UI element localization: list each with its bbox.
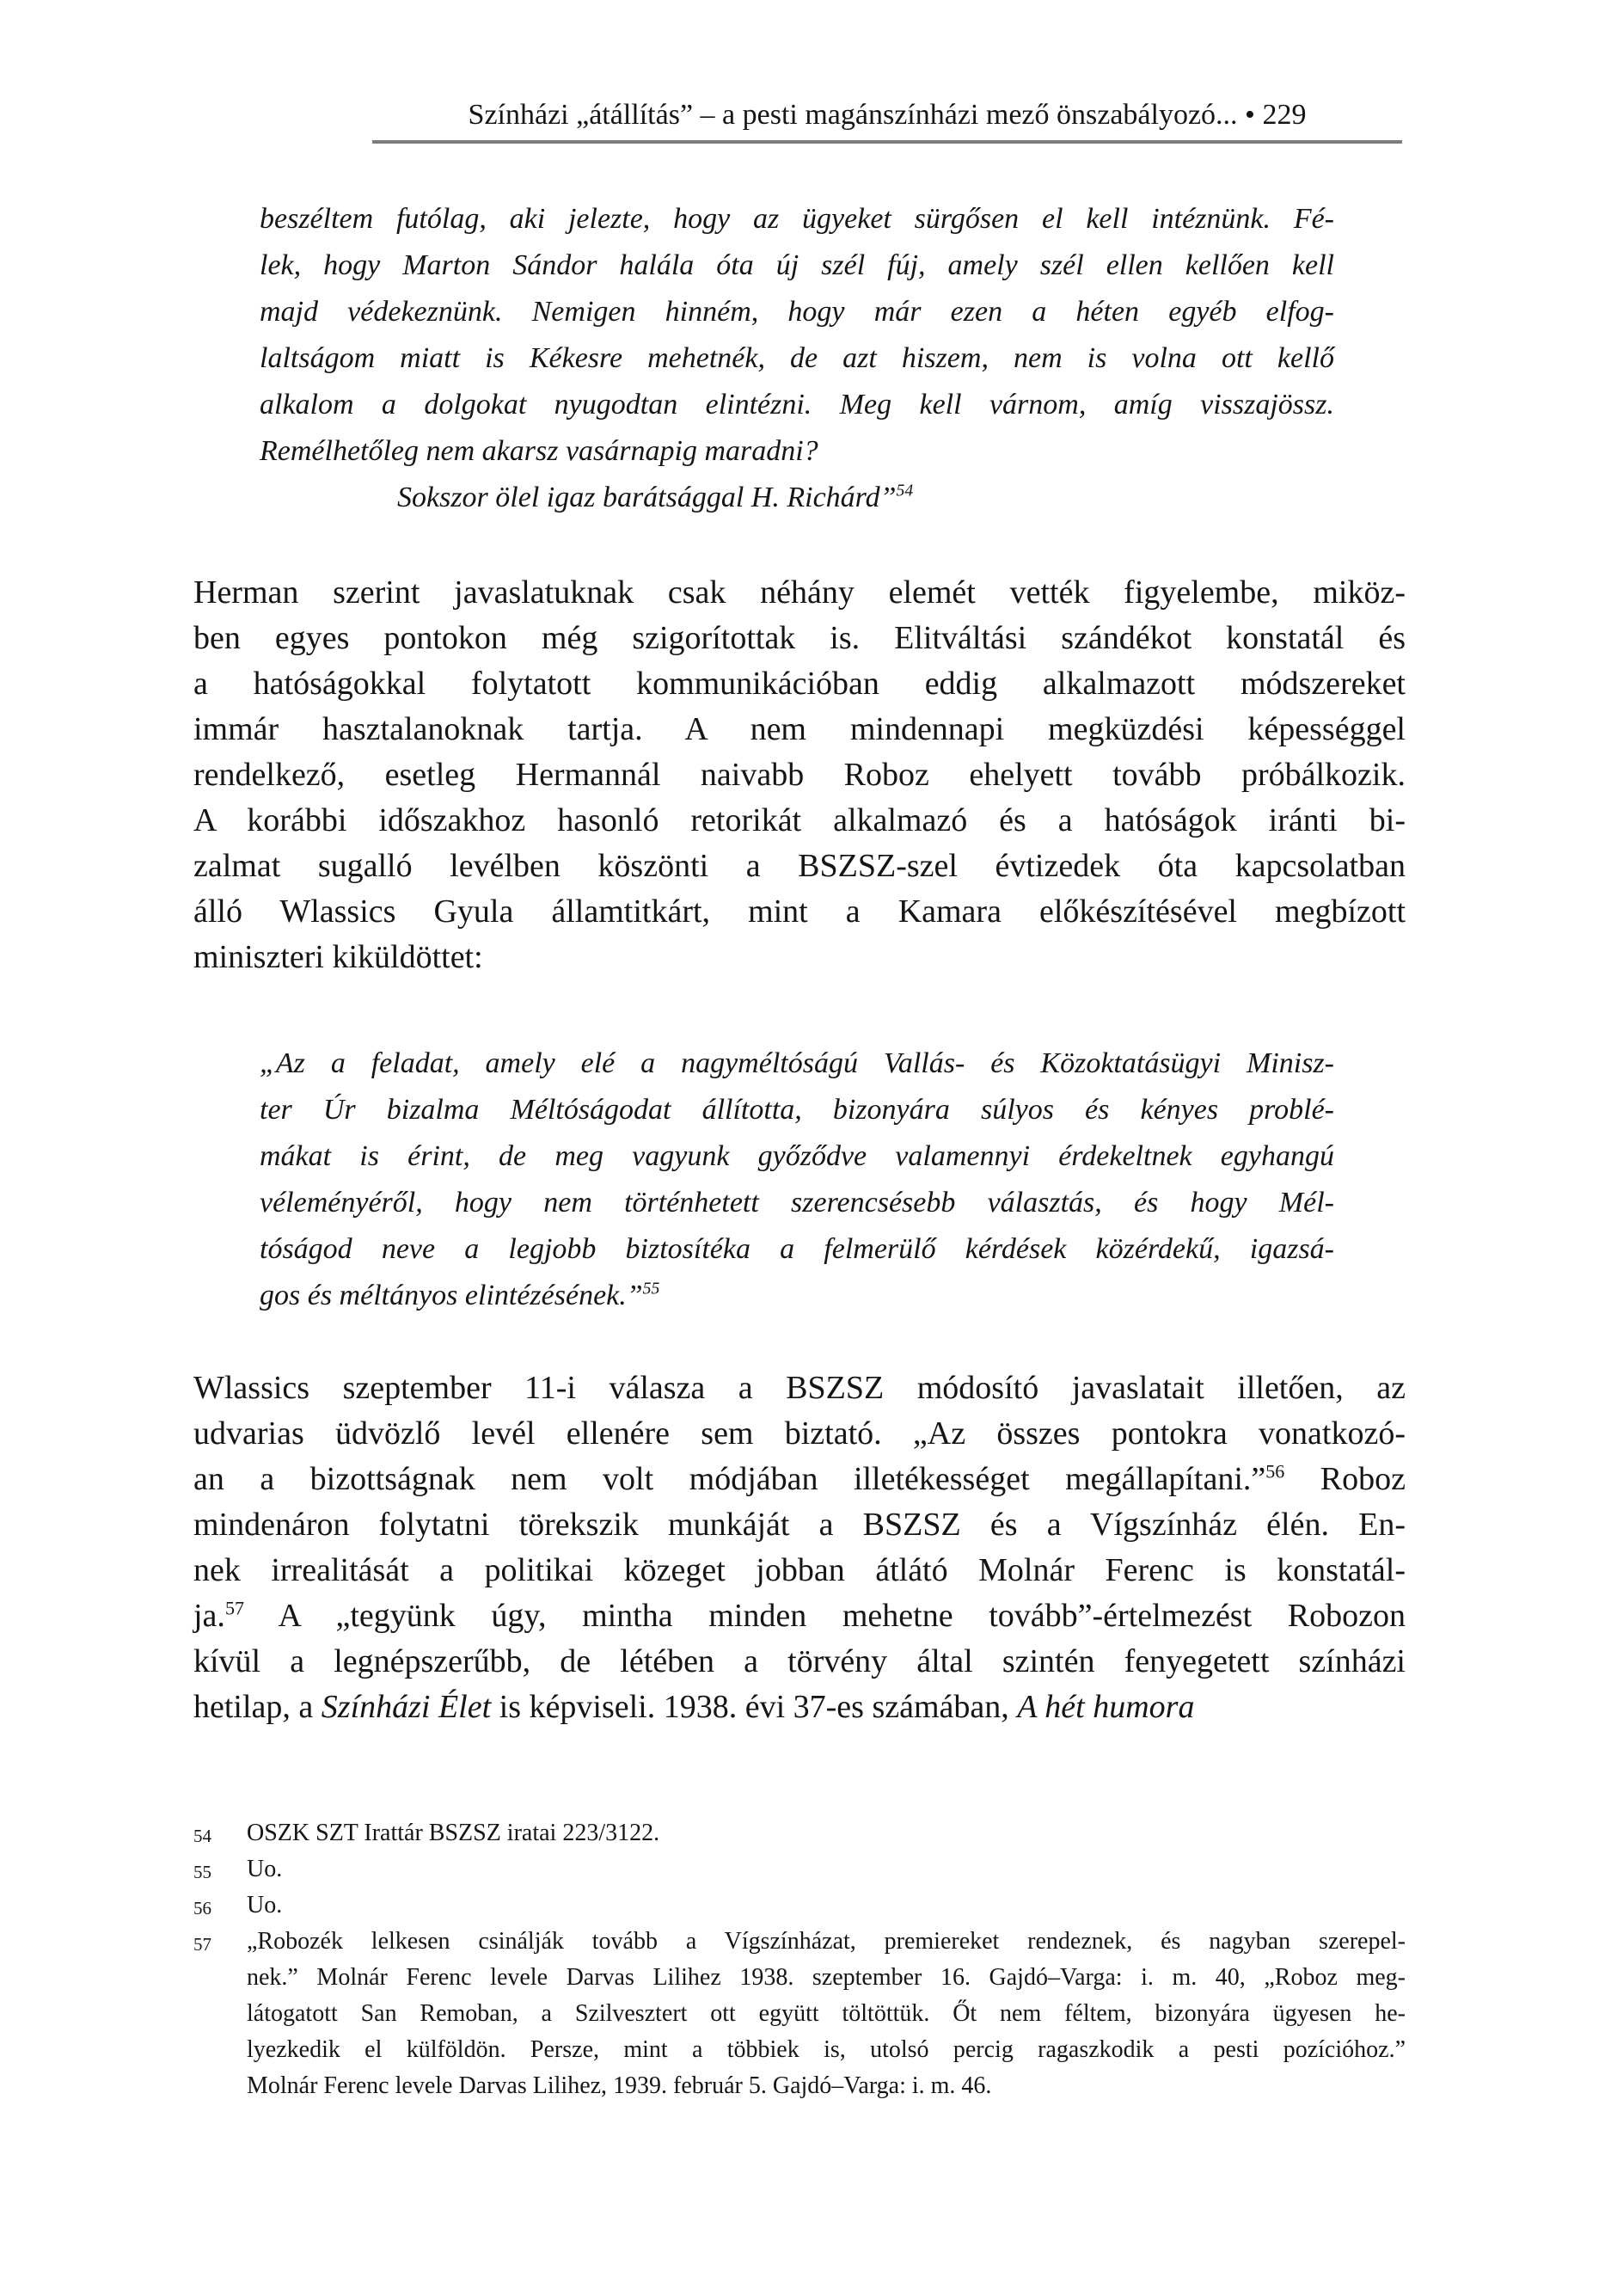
running-head-line (372, 96, 1402, 134)
text-line: hetilap, a Színházi Élet is képviseli. 1938. évi 37-es számában, A hét humora (193, 1689, 1195, 1725)
footnote-marker: 54 (193, 1826, 211, 1846)
text-line: Herman szerint javaslatuknak csak néhány elemét vették figyelembe, miköz- (193, 574, 1406, 611)
text-line: rendelkező, esetleg Hermannál naivabb Roboz ehelyett tovább próbálkozik. (193, 757, 1406, 793)
footnote-text-line: „Robozék lelkesen csinálják tovább a Vígszínházat, premiereket rendeznek, és nagyban szerepel- (247, 1928, 1406, 1955)
footnote-text-line: Uo. (247, 1892, 283, 1918)
running-head-title: Színházi „átállítás” – a pesti magánszínházi mező önszabályozó... (468, 99, 1238, 131)
text-line: majd védekeznünk. Nemigen hinném, hogy már ezen a héten egyéb elfog- (260, 296, 1334, 328)
footnote-text-line: Molnár Ferenc levele Darvas Lilihez, 1939. február 5. Gajdó–Varga: i. m. 46. (247, 2072, 992, 2099)
paragraph-herman (193, 570, 1406, 980)
footnote-text-line: nek.” Molnár Ferenc levele Darvas Lilihez 1938. szeptember 16. Gajdó–Varga: i. m. 40, „Roboz meg- (247, 1964, 1406, 1991)
footnote (193, 1851, 1406, 1888)
text-line: A korábbi időszakhoz hasonló retorikát alkalmazó és a hatóságok iránti bi- (193, 802, 1406, 838)
quote-attribution: Sokszor ölel igaz barátsággal H. Richárd”$^{54}$ (397, 481, 914, 513)
text-line: Remélhetőleg nem akarsz vasárnapig maradni? (260, 435, 818, 467)
text-line: immár hasztalanoknak tartja. A nem mindennapi megküzdési képességgel (193, 711, 1406, 747)
page-number: 229 (1262, 99, 1307, 131)
text-line: zalmat sugalló levélben köszönti a BSZSZ-szel évtizedek óta kapcsolatban (193, 848, 1406, 884)
text-line: miniszteri kiküldöttet: (193, 939, 483, 975)
footnote-text-line: Uo. (247, 1856, 283, 1882)
text-line: laltságom miatt is Kékesre mehetnék, de azt hiszem, nem is volna ott kellő (260, 342, 1334, 374)
text-line: lek, hogy Marton Sándor halála óta új szél fúj, amely szél ellen kellően kell (260, 249, 1334, 281)
text-line: véleményéről, hogy nem történhetett szerencsésebb választás, és hogy Mél- (260, 1187, 1334, 1219)
text-line: „Az a feladat, amely elé a nagyméltóságú Vallás- és Közoktatásügyi Minisz- (260, 1047, 1334, 1079)
text-line: an a bizottságnak nem volt módjában illetékességet megállapítani.”$^{56}$ Roboz (193, 1460, 1406, 1497)
text-line: ter Úr bizalma Méltóságodat állította, bizonyára súlyos és kényes problé- (260, 1094, 1334, 1126)
text-line: a hatóságokkal folytatott kommunikációban eddig alkalmazott módszereket (193, 666, 1406, 702)
text-line: alkalom a dolgokat nyugodtan elintézni. Meg kell várnom, amíg visszajössz. (260, 389, 1334, 421)
footnotes (193, 1815, 1406, 2104)
footnote (193, 1888, 1406, 1924)
text-line: beszéltem futólag, aki jelezte, hogy az ügyeket sürgősen el kell intéznünk. Fé- (260, 203, 1334, 235)
block-quote-wlassics (260, 1041, 1334, 1319)
header-bullet: • (1245, 99, 1255, 131)
text-line: tóságod neve a legjobb biztosítéka a felmerülő kérdések közérdekű, igazsá- (260, 1233, 1334, 1265)
text-line: ben egyes pontokon még szigorítottak is. Elitváltási szándékot konstatál és (193, 620, 1406, 656)
text-line: udvarias üdvözlő levél ellenére sem biztató. „Az összes pontokra vonatkozó- (193, 1415, 1406, 1452)
text-line: Wlassics szeptember 11-i válasza a BSZSZ módosító javaslatait illetően, az (193, 1370, 1406, 1406)
footnote-text-line: OSZK SZT Irattár BSZSZ iratai 223/3122. (247, 1820, 660, 1846)
page-header (372, 96, 1402, 144)
footnote-marker: 57 (193, 1934, 211, 1955)
text-line: mákat is érint, de meg vagyunk győződve valamennyi érdekeltnek egyhangú (260, 1140, 1334, 1172)
text-line: nek irrealitását a politikai közeget jobban átlátó Molnár Ferenc is konstatál- (193, 1552, 1406, 1588)
footnote-marker: 56 (193, 1898, 211, 1918)
footnote-text-line: látogatott San Remoban, a Szilvesztert ott együtt töltöttük. Őt nem féltem, bizonyára ügyesen he- (247, 2000, 1406, 2027)
block-quote-letter (260, 196, 1334, 475)
footnote-text-line: lyezkedik el külföldön. Persze, mint a többiek is, utolsó percig ragaszkodik a pesti pozícióhoz.” (247, 2036, 1406, 2063)
text-line: kívül a legnépszerűbb, de létében a törvény által szintén fenyegetett színházi (193, 1643, 1406, 1679)
text-line: álló Wlassics Gyula államtitkárt, mint a Kamara előkészítésével megbízott (193, 893, 1406, 930)
text-line: gos és méltányos elintézésének.”$^{55}$ (260, 1279, 660, 1311)
text-line: mindenáron folytatni törekszik munkáját a BSZSZ és a Vígszínház élén. En- (193, 1507, 1406, 1543)
footnote-marker: 55 (193, 1862, 211, 1882)
footnote (193, 1924, 1406, 2104)
paragraph-wlassics-response (193, 1366, 1406, 1730)
header-rule (372, 140, 1402, 144)
footnote (193, 1815, 1406, 1851)
text-line: ja.$^{57}$ A „tegyünk úgy, mintha minden mehetne tovább”-értelmezést Robozon (193, 1597, 1406, 1634)
